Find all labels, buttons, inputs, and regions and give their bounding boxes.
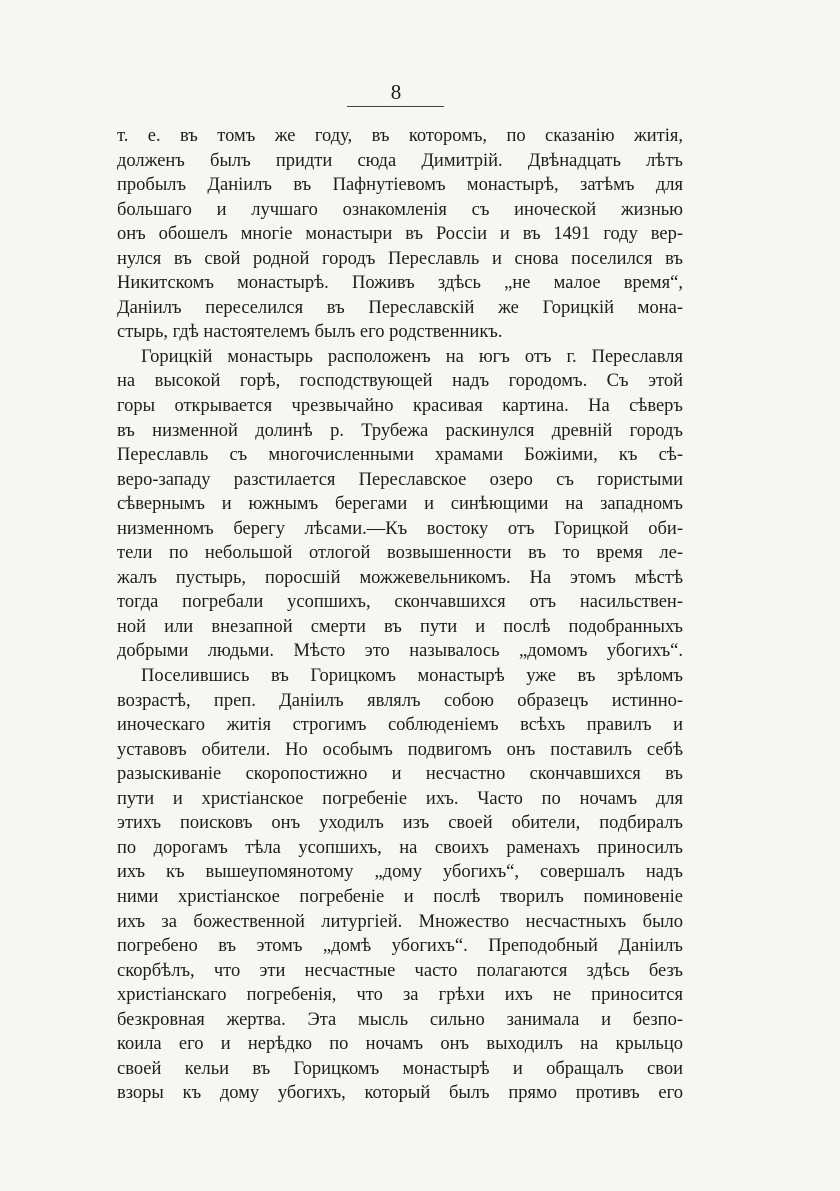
text-line: онъ обошелъ многіе монастыри въ Россіи и въ 1491 году вер- — [117, 224, 683, 245]
text-line: горы открывается чрезвычайно красивая картина. На сѣверъ — [117, 396, 683, 417]
text-line: этихъ поисковъ онъ уходилъ изъ своей обители, подбиралъ — [117, 813, 683, 834]
text-line: безкровная жертва. Эта мысль сильно занимала и безпо- — [117, 1009, 683, 1030]
text-line: ними христіанское погребеніе и послѣ творилъ поминовеніе — [117, 886, 683, 907]
body-text — [117, 124, 683, 1106]
text-line: ной или внезапной смерти въ пути и послѣ подобранныхъ — [117, 616, 683, 637]
text-line: добрыми людьми. Мѣсто это называлось „домомъ убогихъ“. — [117, 641, 683, 662]
header-rule — [347, 106, 444, 107]
text-line: нулся въ свой родной городъ Переславль и снова поселился въ — [117, 248, 683, 269]
page-number: 8 — [390, 80, 402, 104]
text-line: въ низменной долинѣ р. Трубежа раскинулся древній городъ — [117, 420, 683, 441]
text-line: стырь, гдѣ настоятелемъ былъ его родственникъ. — [117, 322, 503, 343]
text-line: погребено въ этомъ „домѣ убогихъ“. Преподобный Даніилъ — [117, 936, 683, 957]
text-line: большаго и лучшаго ознакомленія съ иноческой жизнью — [117, 199, 683, 220]
text-line: разыскиваніе скоропостижно и несчастно скончавшихся въ — [117, 764, 683, 785]
text-line: низменномъ берегу лѣсами.—Къ востоку отъ Горицкой оби- — [117, 518, 683, 539]
text-line: Никитскомъ монастырѣ. Поживъ здѣсь „не малое время“, — [117, 273, 683, 294]
text-line: Поселившись въ Горицкомъ монастырѣ уже въ зрѣломъ — [141, 666, 683, 687]
text-line: Горицкій монастырь расположенъ на югъ отъ г. Переславля — [141, 346, 683, 367]
text-line: на высокой горѣ, господствующей надъ городомъ. Съ этой — [117, 371, 683, 392]
text-line: сѣвернымъ и южнымъ берегами и синѣющими на западномъ — [117, 494, 683, 515]
text-line: ихъ за божественной литургіей. Множество несчастныхъ было — [117, 911, 683, 932]
text-line: пути и христіанское погребеніе ихъ. Часто по ночамъ для — [117, 788, 683, 809]
text-line: иноческаго житія строгимъ соблюденіемъ всѣхъ правилъ и — [117, 715, 683, 736]
text-line: долженъ былъ придти сюда Димитрій. Двѣнадцать лѣтъ — [117, 150, 683, 171]
text-line: Даніилъ переселился въ Переславскій же Горицкій мона- — [117, 297, 683, 318]
text-line: возрастѣ, преп. Даніилъ являлъ собою образецъ истинно- — [117, 690, 683, 711]
text-line: пробылъ Даніилъ въ Пафнутіевомъ монастырѣ, затѣмъ для — [117, 175, 683, 196]
text-line: по дорогамъ тѣла усопшихъ, на своихъ раменахъ приносилъ — [117, 837, 683, 858]
text-line: коила его и нерѣдко по ночамъ онъ выходилъ на крыльцо — [117, 1034, 683, 1055]
text-line: взоры къ дому убогихъ, который былъ прямо противъ его — [117, 1083, 683, 1104]
text-line: веро-западу разстилается Переславское озеро съ гористыми — [117, 469, 683, 490]
text-line: своей кельи въ Горицкомъ монастырѣ и обращалъ свои — [117, 1058, 683, 1079]
text-line: Переславль съ многочисленными храмами Божіими, къ сѣ- — [117, 445, 683, 466]
text-line: ихъ къ вышеупомянотому „дому убогихъ“, совершалъ надъ — [117, 862, 683, 883]
text-line: жалъ пустырь, поросшій можжевельникомъ. На этомъ мѣстѣ — [117, 567, 683, 588]
text-line: уставовъ обители. Но особымъ подвигомъ онъ поставилъ себѣ — [117, 739, 683, 760]
text-line: скорбѣлъ, что эти несчастные часто полагаются здѣсь безъ — [117, 960, 683, 981]
text-line: христіанскаго погребенія, что за грѣхи ихъ не приносится — [117, 985, 683, 1006]
text-line: т. е. въ томъ же году, въ которомъ, по сказанію житія, — [117, 126, 683, 146]
text-line: тогда погребали усопшихъ, скончавшихся отъ насильствен- — [117, 592, 683, 613]
text-line: тели по небольшой отлогой возвышенности въ то время ле- — [117, 543, 683, 564]
